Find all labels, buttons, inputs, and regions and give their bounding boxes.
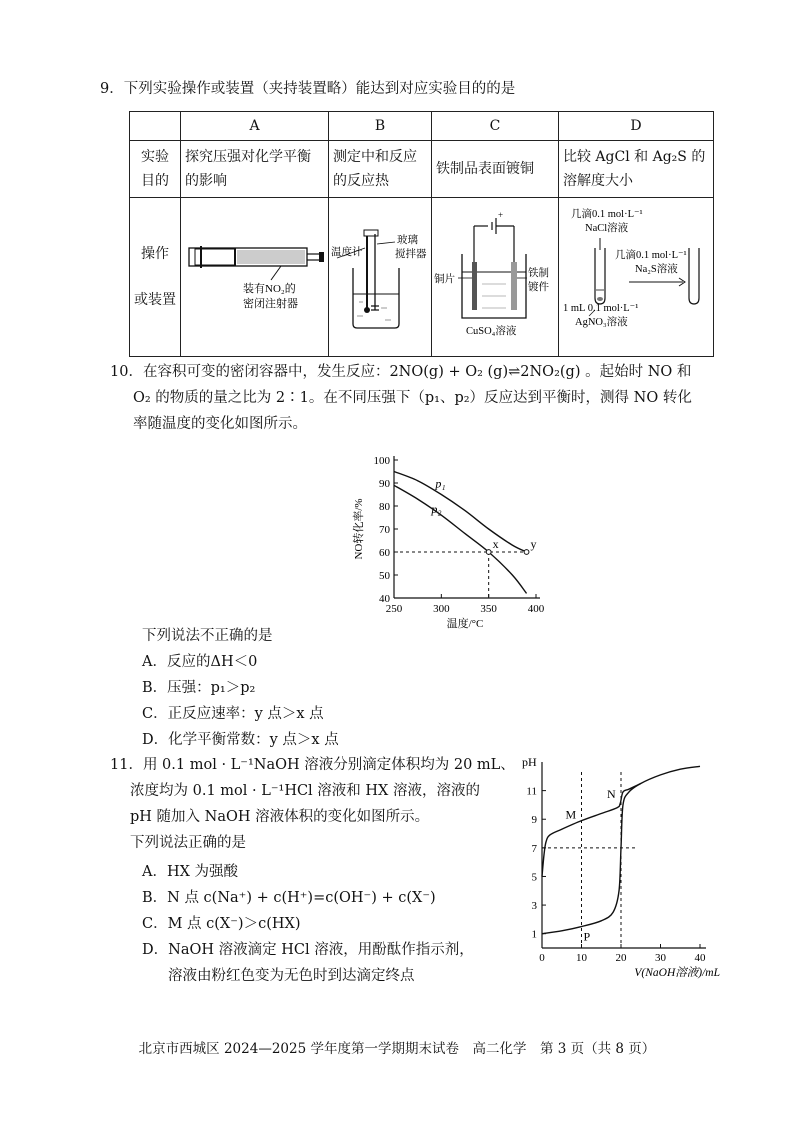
nacl-label2: NaCl溶液 [584,223,629,234]
y-tick-label: 50 [379,570,390,582]
y-tick-label: 70 [379,524,390,536]
header-b: B [328,112,431,141]
y-tick-label: 90 [379,478,390,490]
no-conversion-chart [348,448,558,633]
y-tick-label: 11 [526,785,537,798]
point-x-label: x [492,537,499,551]
point-x [486,550,491,555]
q10-option-a: A．反应的ΔH＜0 [142,654,258,670]
y-tick-label: 40 [379,593,390,605]
row-label2-line1: 操作 [141,246,170,262]
y-tick-label: 9 [531,814,537,827]
iron-label2: 镀件 [527,282,549,293]
purpose-d: 比较 AgCl 和 Ag₂S 的溶解度大小 [558,141,713,198]
x-tick-label: 350 [480,603,497,615]
row-label-line2: 目的 [141,173,170,189]
stirrer-label2: 搅拌器 [394,249,427,260]
syringe-label2: 密闭注射器 [243,298,299,310]
q10-prompt: 下列说法不正确的是 [142,628,273,644]
q11-line1: 11．用 0.1 mol · L⁻¹NaOH 溶液分别滴定体积均为 20 mL、 [110,757,515,773]
nacl-label1: 几滴0.1 mol·L⁻¹ [570,209,643,220]
iron-label1: 铁制 [527,268,549,279]
q11-prompt: 下列说法正确的是 [130,835,246,851]
point-P-label: P [583,929,591,944]
agno3-label2: AgNO₃溶液 [574,317,628,328]
series-2-line [394,485,527,593]
y-axis-label: NO转化率/% [353,498,365,560]
x-axis-label: 温度/°C [446,618,484,630]
header-a: A [181,112,329,141]
apparatus-c [431,198,558,357]
series-2-label: p₂ [431,501,442,516]
purpose-b: 测定中和反应的反应热 [328,141,431,198]
titration-curve-2 [542,783,641,876]
q10-option-b: B．压强：p₁＞p₂ [142,680,256,696]
q10-line2: O₂ 的物质的量之比为 2∶1。在不同压强下（p₁、p₂）反应达到平衡时，测得 NO 转化 [133,390,692,406]
purpose-c: 铁制品表面镀铜 [431,141,558,198]
header-d: D [558,112,713,141]
precipitation-diagram [559,198,713,348]
syringe-diagram [181,198,327,348]
y-tick-label: 3 [531,900,537,913]
q9-stem: 9．下列实验操作或装置（夹持装置略）能达到对应实验目的的是 [100,81,516,97]
y-axis-label: pH [522,755,537,769]
q11-option-c: C．M 点 c(X⁻)＞c(HX) [142,916,301,932]
q11-line3: pH 随加入 NaOH 溶液体积的变化如图所示。 [130,809,430,825]
x-tick-label: 400 [527,603,545,615]
x-axis-label: V(NaOH溶液)/mL [634,967,720,979]
cuso4-label: CuSO₄溶液 [465,326,517,337]
titration-chart [518,752,728,984]
y-tick-label: 7 [531,842,537,855]
x-tick-label: 40 [694,952,706,964]
q10-line1: 10．在容积可变的密闭容器中，发生反应：2NO(g) + O₂ (g)⇌2NO₂(g) 。起始时 NO 和 [110,364,692,380]
point-y [524,550,529,555]
x-tick-label: 30 [655,952,666,964]
x-tick-label: 300 [433,603,450,615]
thermometer-label: 温度计 [330,247,363,258]
q9-table [129,111,714,357]
row-label-apparatus [130,198,181,357]
q11-line2: 浓度均为 0.1 mol · L⁻¹HCl 溶液和 HX 溶液，溶液的 [130,783,480,799]
series-1-label: p₁ [435,476,446,491]
agno3-label1: 1 mL 0.1 mol·L⁻¹ [562,303,639,314]
x-tick-label: 20 [615,952,627,964]
page-footer: 北京市西城区 2024—2025 学年度第一学期期末试卷 高二化学 第 3 页（共 8 页） [138,1041,656,1057]
y-tick-label: 100 [373,455,390,467]
q10-line3: 率随温度的变化如图所示。 [133,416,307,432]
row-label-line1: 实验 [141,149,170,165]
na2s-label2: Na₂S溶液 [634,264,678,275]
y-tick-label: 1 [531,928,537,941]
x-tick-label: 0 [539,952,545,964]
q11-option-d-line2: 溶液由粉红色变为无色时到达滴定终点 [168,968,415,984]
y-tick-label: 60 [379,547,390,559]
x-tick-label: 250 [385,603,403,615]
apparatus-b [328,198,431,357]
q10-option-c: C．正反应速率：y 点＞x 点 [142,706,324,722]
copper-label: 铜片 [433,274,455,285]
purpose-a: 探究压强对化学平衡的影响 [181,141,329,198]
svg-text:+: + [497,210,504,220]
point-y-label: y [530,537,537,551]
na2s-label1: 几滴0.1 mol·L⁻¹ [614,250,687,261]
point-N-label: N [607,787,616,802]
q10-option-d: D．化学平衡常数：y 点＞x 点 [142,732,339,748]
apparatus-a [181,198,329,357]
stirrer-label1: 玻璃 [396,235,418,246]
q11-option-d: D．NaOH 溶液滴定 HCl 溶液，用酚酞作指示剂， [142,942,474,958]
apparatus-d [558,198,713,357]
q11-option-a: A．HX 为强酸 [142,864,239,880]
x-tick-label: 10 [576,952,587,964]
table-corner [130,112,181,141]
calorimeter-diagram [329,198,431,348]
syringe-label1: 装有NO₂的 [243,283,296,295]
header-c: C [431,112,558,141]
row-label-purpose [130,141,181,198]
y-tick-label: 80 [379,501,390,513]
electroplating-diagram [432,198,558,348]
q11-option-b: B．N 点 c(Na⁺) + c(H⁺)=c(OH⁻) + c(X⁻) [142,890,436,906]
point-M-label: M [565,807,577,822]
row-label2-line2: 或装置 [134,292,177,308]
series-1-line [394,472,527,553]
y-tick-label: 5 [531,871,537,884]
